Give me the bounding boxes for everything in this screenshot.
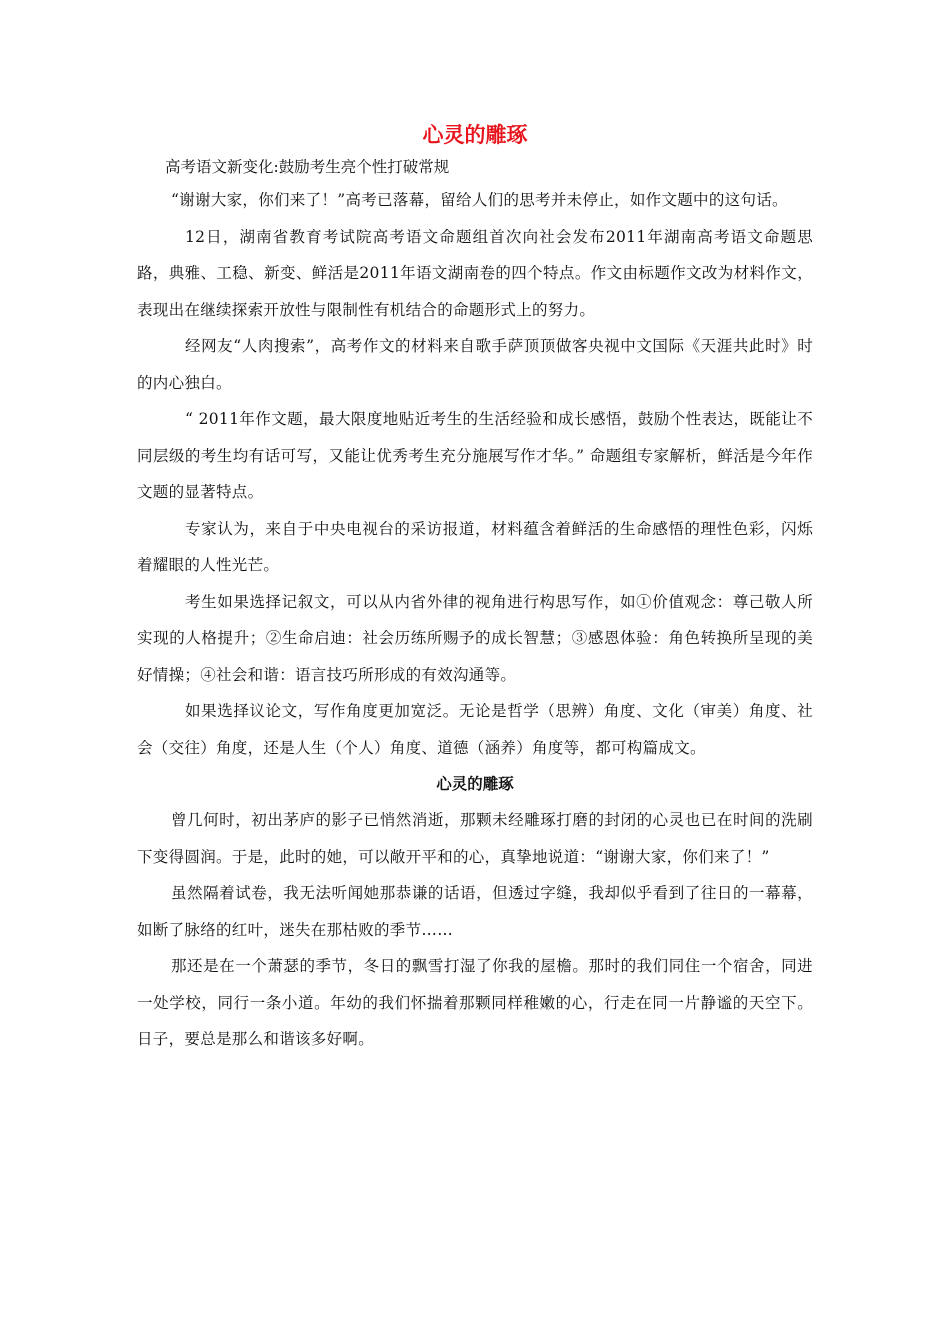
section-title: 心灵的雕琢 bbox=[436, 775, 514, 793]
document-page bbox=[137, 118, 813, 1058]
essay-paragraph-1: 曾几何时，初出茅庐的影子已悄然消逝，那颗未经雕琢打磨的封闭的心灵也已在时间的洗刷下变得圆润。于是，此时的她，可以敞开平和的心，真挚地说道：“谢谢大家，你们来了！” bbox=[137, 811, 813, 866]
paragraph-2: 12日，湖南省教育考试院高考语文命题组首次向社会发布2011年湖南高考语文命题思路，典雅、工稳、新变、鲜活是2011年语文湖南卷的四个特点。作文由标题作文改为材料作文，表现出在继续探索开放性与限制性有机结合的命题形式上的努力。 bbox=[137, 227, 813, 319]
paragraph-6: 考生如果选择记叙文，可以从内省外律的视角进行构思写作，如①价值观念：尊己敬人所实现的人格提升；②生命启迪：社会历练所赐予的成长智慧；③感恩体验：角色转换所呈现的美好情操；④社会和谐：语言技巧所形成的有效沟通等。 bbox=[137, 592, 813, 684]
paragraph-3: 经网友“人肉搜索”，高考作文的材料来自歌手萨顶顶做客央视中文国际《天涯共此时》时的内心独白。 bbox=[137, 337, 813, 392]
document-subtitle: 高考语文新变化:鼓励考生亮个性打破常规 bbox=[165, 158, 450, 176]
essay-paragraph-2: 虽然隔着试卷，我无法听闻她那恭谦的话语，但透过字缝，我却似乎看到了往日的一幕幕，如断了脉络的红叶，迷失在那枯败的季节…… bbox=[137, 884, 813, 939]
document-title: 心灵的雕琢 bbox=[422, 123, 528, 147]
paragraph-7: 如果选择议论文，写作角度更加宽泛。无论是哲学（思辨）角度、文化（审美）角度、社会（交往）角度，还是人生（个人）角度、道德（涵养）角度等，都可构篇成文。 bbox=[137, 702, 813, 757]
essay-paragraph-3: 那还是在一个萧瑟的季节，冬日的飘雪打湿了你我的屋檐。那时的我们同住一个宿舍，同进一处学校，同行一条小道。年幼的我们怀揣着那颗同样稚嫩的心，行走在同一片静谧的天空下。日子，要总是那么和谐该多好啊。 bbox=[137, 957, 813, 1048]
paragraph-4: “ 2011年作文题，最大限度地贴近考生的生活经验和成长感悟，鼓励个性表达，既能让不同层级的考生均有话可写，又能让优秀考生充分施展写作才华。” 命题组专家解析，鲜活是今年作文题的显著特点。 bbox=[137, 410, 813, 501]
paragraph-1: “谢谢大家，你们来了！”高考已落幕，留给人们的思考并未停止，如作文题中的这句话。 bbox=[171, 191, 788, 209]
paragraph-5: 专家认为，来自于中央电视台的采访报道，材料蕴含着鲜活的生命感悟的理性色彩，闪烁着耀眼的人性光芒。 bbox=[137, 519, 813, 574]
